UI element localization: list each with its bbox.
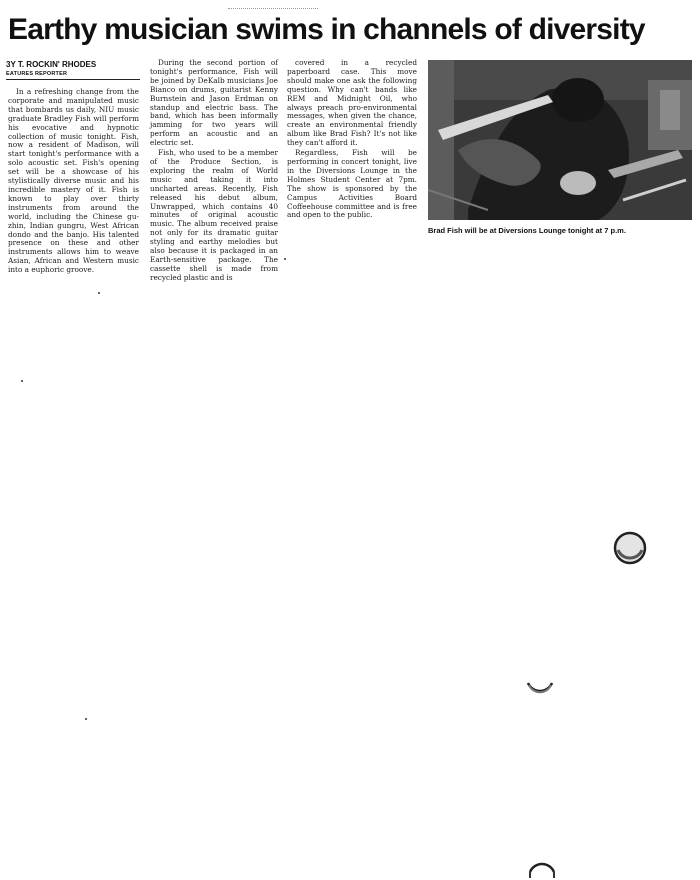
punch-hole-icon	[522, 842, 562, 880]
byline	[6, 60, 141, 78]
musician-photo	[428, 60, 692, 220]
punch-hole-icon	[610, 528, 650, 568]
speck	[85, 718, 87, 720]
paragraph: covered in a recycled paperboard case. This move should make one ask the following question. Why can't bands like REM and Midnight Oil, who always preach pro-environmental messages, when given the chance, create an environmental friendly album like Brad Fish? It's not like they can't afford it.	[287, 58, 417, 148]
headline: Earthy musician swims in channels of diversity	[8, 13, 645, 46]
scan-artifact	[228, 8, 318, 9]
paragraph: During the second portion of tonight's performance, Fish will be joined by DeKalb musicians Joe Bianco on drums, guitarist Kenny Burnstein and Jason Erdman on standup and electric bass. The band, which has been informally jamming for two years will perform an acoustic and an electric set.	[150, 58, 278, 148]
byline-author: 3Y T. ROCKIN' RHODES	[6, 60, 97, 69]
byline-role: EATURES REPORTER	[6, 71, 68, 77]
photo-caption: Brad Fish will be at Diversions Lounge tonight at 7 p.m.	[428, 226, 626, 235]
punch-hole-icon	[520, 665, 560, 705]
article-column-2	[150, 59, 278, 283]
photo-graphic	[428, 60, 692, 220]
byline-rule	[6, 79, 140, 80]
paragraph: Regardless, Fish will be performing in concert tonight, live in the Diversions Lounge in the Holmes Student Center at 7pm. The show is sponsored by the Campus Activities Board Coffeehouse committee and is free and open to the public.	[287, 148, 417, 220]
paragraph: In a refreshing change from the corporate and manipulated music that bombards us daily, NIU music graduate Bradley Fish will perform his evocative and hypnotic collection of music tonight. Fish, now a resident of Madison, will start tonight's performance with a solo acoustic set. Fish's opening set will be a showcase of his stylistically diverse music and his incredible mastery of it. Fish is known to play over thirty instruments from around the world, including the Chinese gu-zhin, Indian gungru, West African dondo and the banjo. His talented presence on these and other instruments allows him to weave Asian, African and Western music into a euphoric groove.	[8, 87, 139, 275]
speck	[98, 292, 100, 294]
article-column-1	[8, 88, 139, 275]
article-column-3	[287, 59, 417, 220]
speck	[284, 258, 286, 260]
speck	[21, 380, 23, 382]
paragraph: Fish, who used to be a member of the Produce Section, is exploring the realm of World music and taking it into uncharted areas. Recently, Fish released his debut album, Unwrapped, which contains 40 minutes of original acoustic music. The album received praise not only for its dramatic guitar styling and earthy melodies but also because it is packaged in an Earth-sensitive package. The cassette shell is made from recycled plastic and is	[150, 148, 278, 282]
